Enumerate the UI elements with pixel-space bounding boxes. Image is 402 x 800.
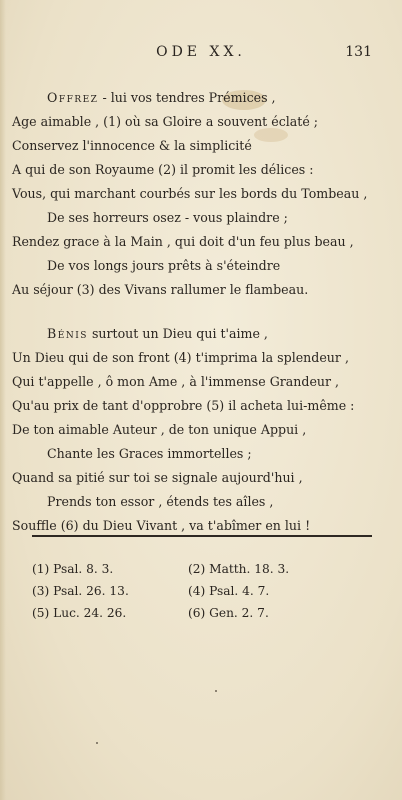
footnote-row xyxy=(0,580,402,602)
verse-line: Age aimable , (1) où sa Gloire a souvent éclaté ; xyxy=(12,114,319,129)
verse-line xyxy=(0,86,402,110)
footnotes xyxy=(0,558,402,624)
verse-line: Un Dieu qui de son front (4) t'imprima la splendeur , xyxy=(12,350,349,365)
verse-text: surtout un Dieu qui t'aime , xyxy=(91,326,268,341)
stanza-1 xyxy=(0,86,402,302)
verse-line: Au séjour (3) des Vivans rallumer le flambeau. xyxy=(12,282,309,297)
footnote-divider xyxy=(32,535,372,537)
verse-line: De ses horreurs osez - vous plaindre ; xyxy=(47,210,288,225)
verse-text: - lui vos tendres Prémices , xyxy=(102,90,276,105)
verse-line: Chante les Graces immortelles ; xyxy=(47,446,252,461)
verse-line: De vos longs jours prêts à s'éteindre xyxy=(47,258,281,273)
verse-line: Vous, qui marchant courbés sur les bords du Tombeau , xyxy=(12,186,368,201)
footnote: (4) Psal. 4. 7. xyxy=(188,584,270,598)
stanza-opening-word: Offrez xyxy=(47,90,99,105)
verse-line: Conservez l'innocence & la simplicité xyxy=(12,138,252,153)
verse-line: Rendez grace à la Main , qui doit d'un feu plus beau , xyxy=(12,234,354,249)
stanza-opening-word: Bénis xyxy=(47,326,88,341)
verse-line: Qu'au prix de tant d'opprobre (5) il acheta lui-même : xyxy=(12,398,355,413)
verse-line: A qui de son Royaume (2) il promit les délices : xyxy=(12,162,314,177)
footnote: (1) Psal. 8. 3. xyxy=(32,562,114,576)
verse-line: Qui t'appelle , ô mon Ame , à l'immense Grandeur , xyxy=(12,374,340,389)
verse-line: De ton aimable Auteur , de ton unique Appui , xyxy=(12,422,307,437)
footnote: (2) Matth. 18. 3. xyxy=(188,562,290,576)
verse-line: Quand sa pitié sur toi se signale aujourd'hui , xyxy=(12,470,303,485)
paper-speck xyxy=(96,742,98,744)
stanza-2 xyxy=(0,322,402,538)
footnote-row xyxy=(0,558,402,580)
footnote-row xyxy=(0,602,402,624)
verse-line: Souffle (6) du Dieu Vivant , va t'abîmer en lui ! xyxy=(12,518,311,533)
footnote: (3) Psal. 26. 13. xyxy=(32,584,129,598)
footnote: (5) Luc. 24. 26. xyxy=(32,606,127,620)
verse-line xyxy=(0,322,402,346)
verse-line: Prends ton essor , étends tes aîles , xyxy=(47,494,274,509)
paper-speck xyxy=(215,690,217,692)
running-title: ODE XX. xyxy=(156,44,246,60)
page-number: 131 xyxy=(345,44,372,60)
footnote: (6) Gen. 2. 7. xyxy=(188,606,269,620)
